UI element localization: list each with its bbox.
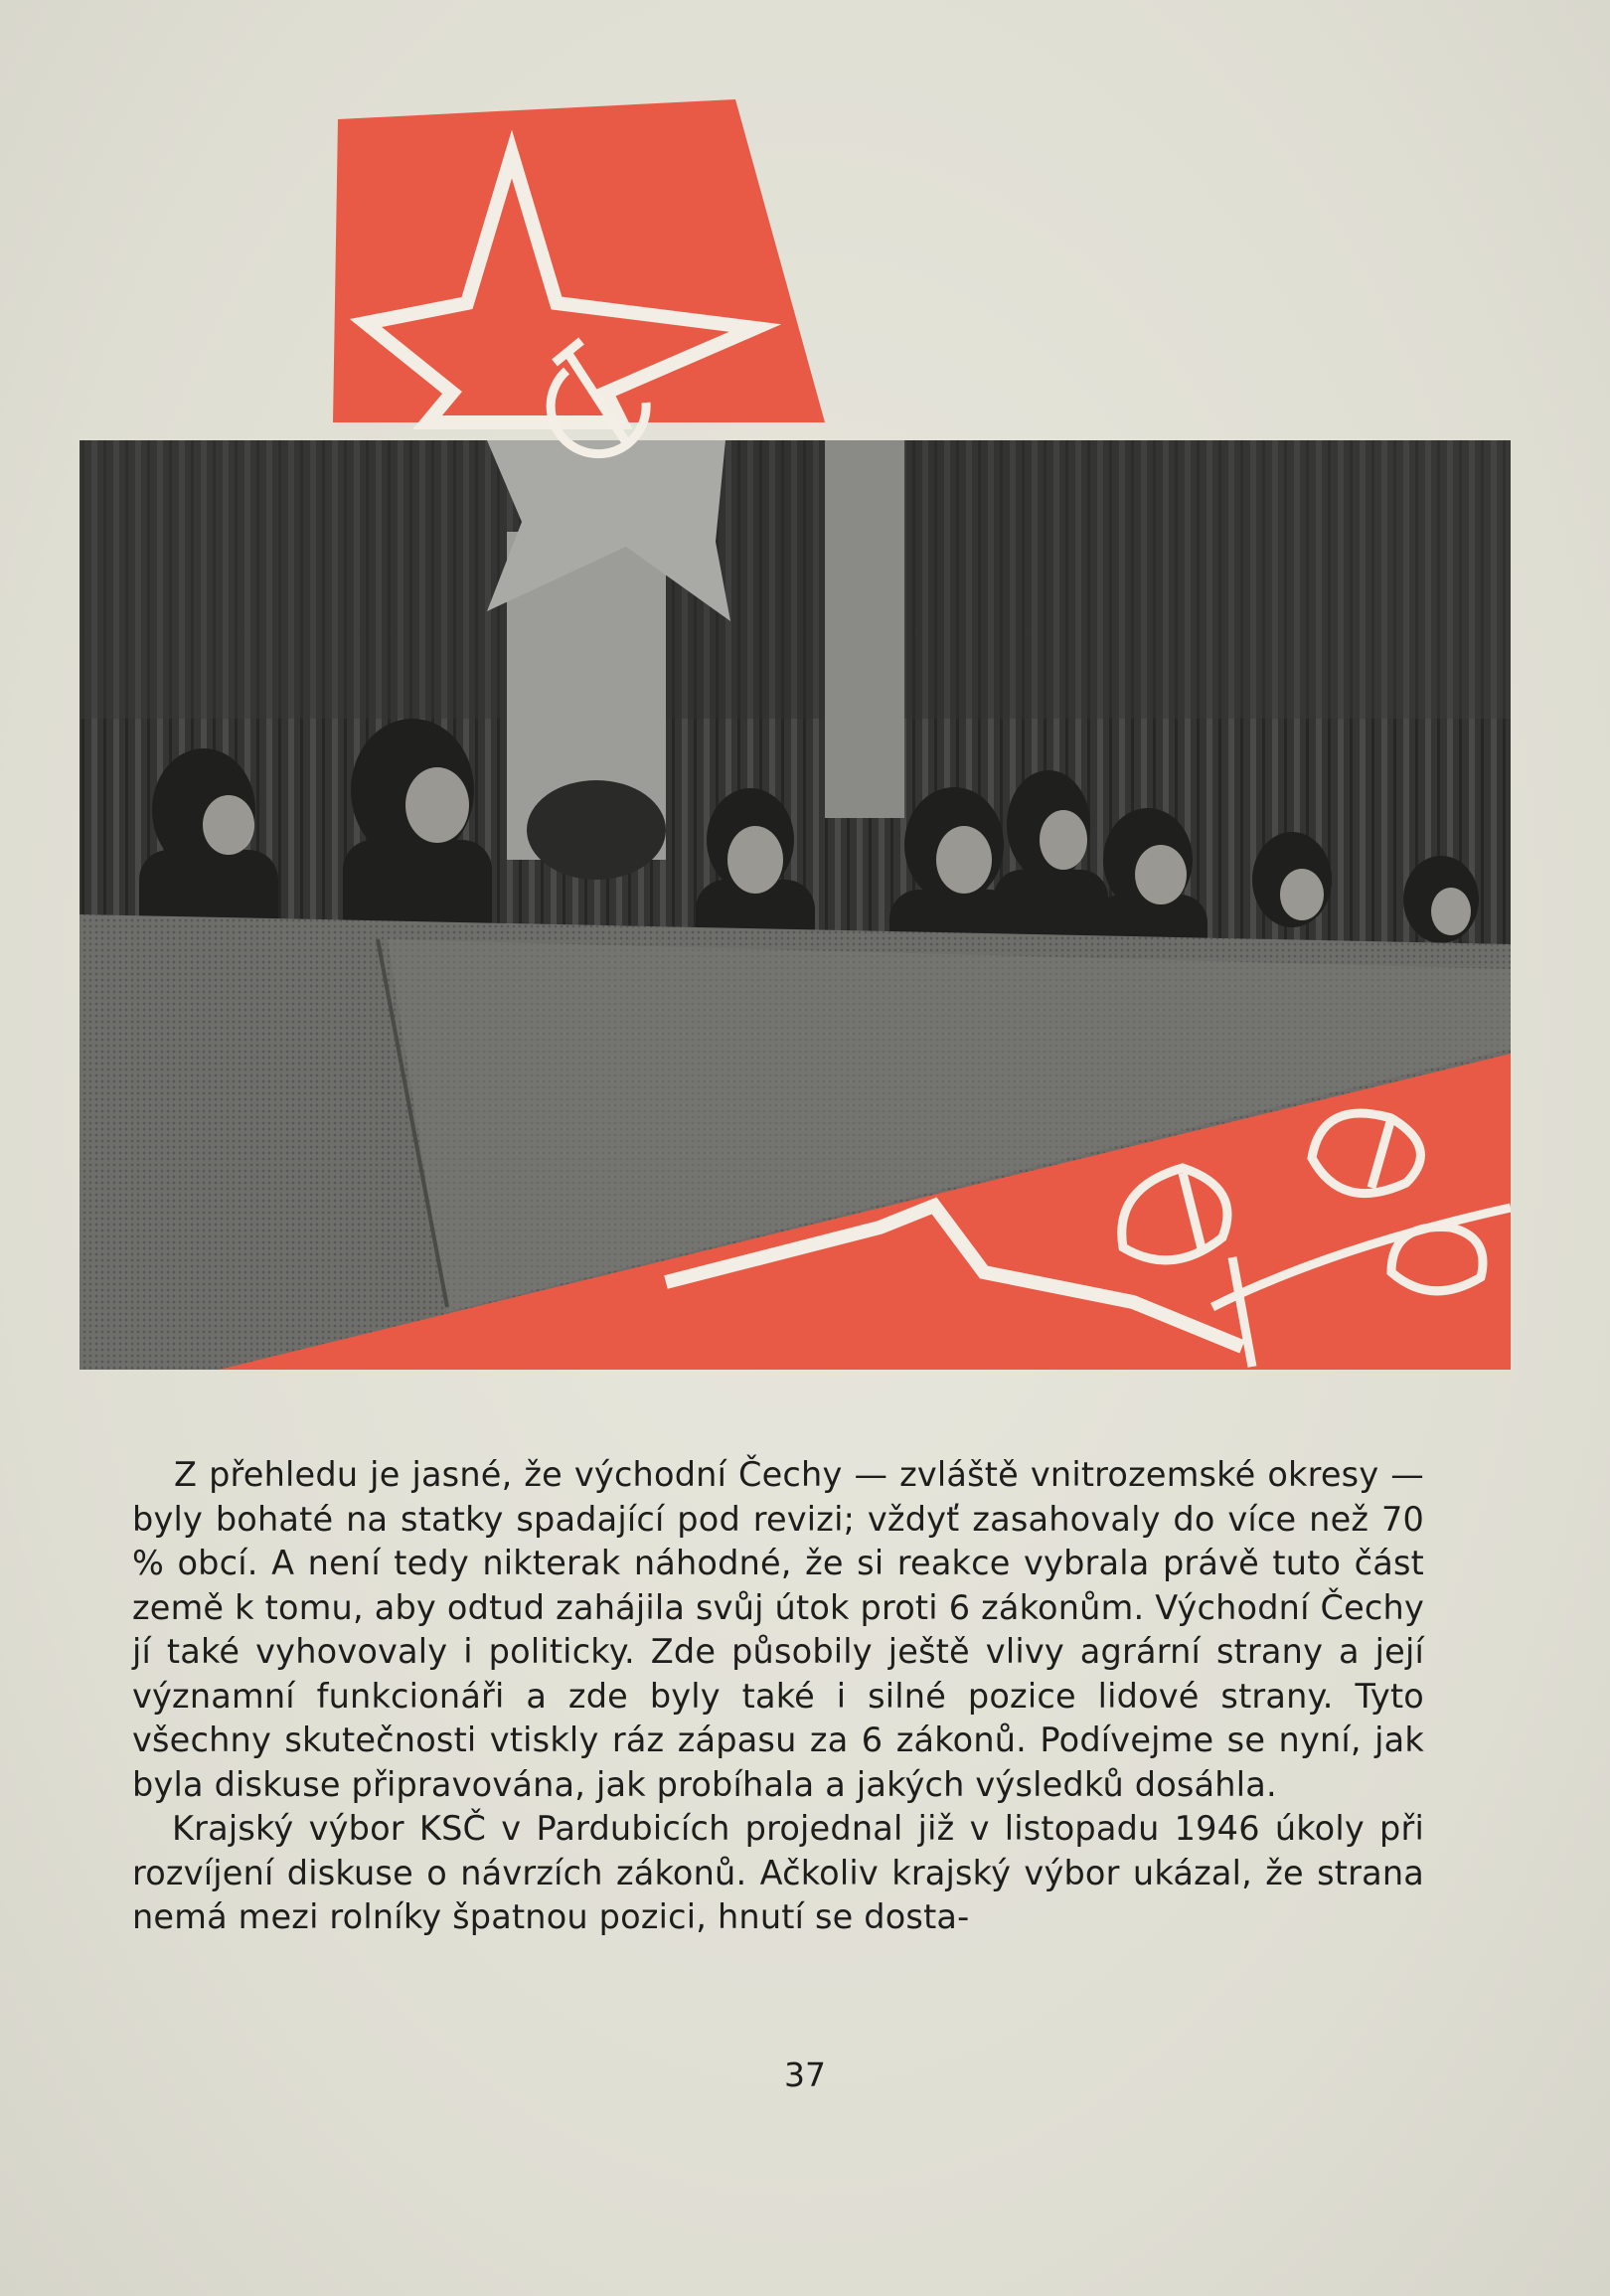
paragraph: Krajský výbor KSČ v Pardubicích projednal již v listopadu 1946 úkoly při rozvíjení diskuse o návrzích zákonů. Ačkoliv krajský výbor ukázal, že strana nemá mezi rolníky špatnou pozici, hnutí se dosta- [132,1809,1424,1936]
conference-illustration [70,94,1511,1377]
body-text [132,1453,1424,1940]
page-number: 37 [784,2055,826,2094]
illustration-svg [70,94,1511,1377]
paragraph: Z přehledu je jasné, že východní Čechy — zvláště vnitrozemské okresy — byly bohaté na statky spadající pod revizi; vždyť zasahovaly do více než 70 % obcí. A není tedy nikterak náhodné, že si reakce vybrala právě tuto část země k tomu, aby odtud zahájila svůj útok proti 6 zákonům. Východní Čechy jí také vyhovovaly i politicky. Zde působily ještě vlivy agrární strany a její významní funkcionáři a zde byly také i silné pozice lidové strany. Tyto všechny skutečnosti vtiskly ráz zápasu za 6 zákonů. Podívejme se nyní, jak byla diskuse připravována, jak probíhala a jakých výsledků dosáhla. [132,1455,1424,1804]
